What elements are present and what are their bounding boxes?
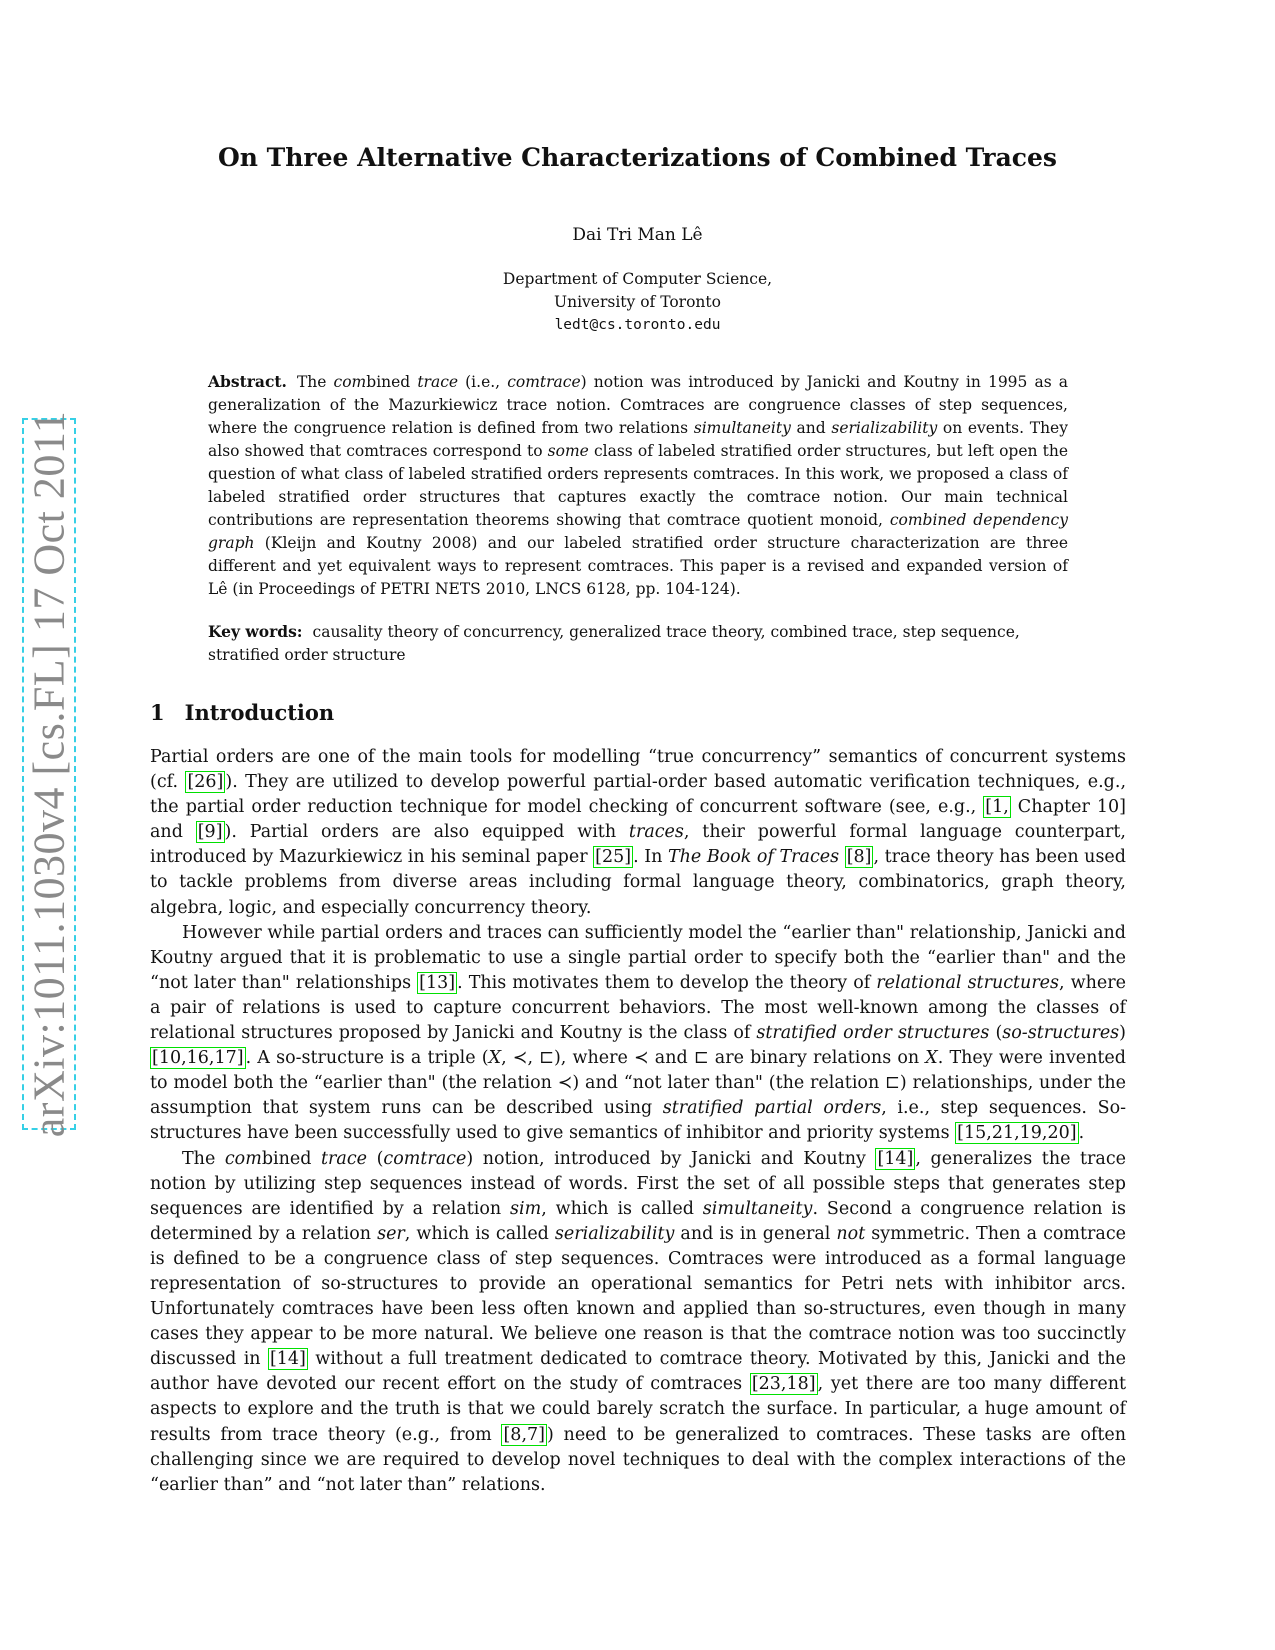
math: sim: [510, 1198, 542, 1219]
citation-link[interactable]: [15,21,19,20]: [957, 1123, 1077, 1144]
emph: comtrace: [383, 1148, 467, 1169]
author-email: ledt@cs.toronto.edu: [554, 317, 721, 333]
abstract: [208, 370, 1068, 601]
citation-link[interactable]: [14]: [269, 1349, 306, 1370]
abstract-text: and: [790, 419, 832, 437]
emph: trace: [321, 1148, 368, 1169]
text: , yet there are too many different aspects to explore and the truth is that we could barely scratch the surface. In particular, a huge amount of results from trace theory (e.g., from: [150, 1374, 1126, 1445]
department: Department of Computer Science,: [502, 270, 773, 288]
text: symmetric. Then a comtrace is defined to be a congruence class of step sequences. Comtraces were introduced as a formal language representation of so-structures to provide an operational semantics for Petri nets with inhibitor arcs. Unfortunately comtraces have been less often known and applied than so-structures, even though in many cases they appear to be more natural. We believe one reason is that the comtrace notion was too succinctly discussed in: [150, 1223, 1126, 1370]
text: ). They are utilized to develop powerful partial-order based automatic verification techniques, e.g., the partial order reduction technique for model checking of concurrent software (see, e.g.,: [150, 772, 1127, 818]
emph: not: [836, 1223, 866, 1244]
arxiv-id: arXiv:1011.1030v4 [cs.FL] 17 Oct 2011: [24, 410, 74, 1138]
emph: serializability: [554, 1223, 675, 1244]
citation-link[interactable]: [13]: [419, 972, 456, 993]
abstract-emph: simultaneity: [693, 419, 791, 437]
text: ): [1119, 1023, 1126, 1044]
abstract-text: (i.e.,: [458, 373, 508, 391]
text: .: [1078, 1123, 1085, 1144]
abstract-emph: serializability: [831, 419, 938, 437]
text: , ≺, ⊏), where ≺ and ⊏ are binary relations on: [501, 1048, 926, 1069]
citation-link[interactable]: [23,18]: [751, 1374, 816, 1395]
section-number: 1: [150, 700, 165, 725]
intro-body: [150, 745, 1126, 1498]
section-title: Introduction: [184, 700, 335, 725]
emph: so-structures: [1002, 1023, 1120, 1044]
abstract-text: bined: [366, 373, 418, 391]
text: . A so-structure is a triple (: [245, 1048, 489, 1069]
emph: traces: [628, 822, 684, 843]
text: and is in general: [674, 1223, 837, 1244]
math: X: [488, 1048, 502, 1069]
citation-link[interactable]: [14]: [877, 1148, 914, 1169]
paragraph: [150, 1147, 1126, 1498]
math: X: [925, 1048, 938, 1069]
text: ). Partial orders are also equipped with: [224, 822, 629, 843]
abstract-emph: some: [547, 442, 589, 460]
text: without a full treatment dedicated to comtrace theory. Motivated by this, Janicki and the author have devoted our recent effort on the study of comtraces: [150, 1349, 1127, 1395]
text: . In: [633, 847, 668, 868]
text: , where a pair of relations is used to capture concurrent behaviors. The most well-known among the classes of relational structures proposed by Janicki and Koutny is the class of: [150, 972, 1126, 1044]
citation-link[interactable]: [10,16,17]: [152, 1048, 244, 1069]
emph: stratified order structures: [756, 1023, 990, 1044]
university: University of Toronto: [554, 293, 721, 311]
citation-link[interactable]: [9]: [197, 822, 223, 843]
abstract-text: The: [296, 373, 334, 391]
abstract-text: ) notion was introduced by Janicki and Koutny in 1995 as a generalization of the Mazurkiewicz trace notion. Comtraces are congruence classes of step sequences, where the congruence relation is defined from two relations: [208, 373, 1069, 437]
text: , which is called: [541, 1198, 703, 1219]
keywords-text: causality theory of concurrency, generalized trace theory, combined trace, step sequence, stratified order structure: [208, 623, 1020, 664]
keywords: [208, 620, 1068, 667]
emph: stratified partial orders: [662, 1098, 882, 1119]
abstract-emph: com: [333, 373, 367, 391]
emph: The Book of Traces: [667, 847, 840, 868]
citation-link[interactable]: [8]: [846, 847, 872, 868]
emph: com: [224, 1148, 262, 1169]
text: . They were invented to model both the “earlier than" (the relation ≺) and “not later than" (the relation ⊏) relationships, under the assumption that system runs can be described using: [150, 1048, 1126, 1119]
section-heading: [150, 700, 334, 725]
author-name: Dai Tri Man Lê: [572, 225, 703, 245]
text: However while partial orders and traces can sufficiently model the “earlier than" relationship, Janicki and Koutny argued that it is problematic to use a single partial order to specify both the “earlier than" and the “not later than" relationships: [150, 922, 1126, 993]
citation-link[interactable]: [8,7]: [503, 1424, 545, 1445]
abstract-text: (Kleijn and Koutny 2008) and our labeled stratified order structure characterization are three different and yet equivalent ways to represent comtraces. This paper is a revised and expanded version of Lê (in Proceedings of PETRI NETS 2010, LNCS 6128, pp. 104-124).: [208, 534, 1068, 598]
text: [839, 847, 845, 867]
keywords-label: Key words:: [208, 622, 303, 641]
citation-link[interactable]: [1,: [985, 797, 1009, 818]
paragraph: [150, 745, 1126, 921]
text: bined: [261, 1148, 322, 1169]
abstract-text: class of labeled stratified order structures, but left open the question of what class of labeled stratified orders represents comtraces. In this work, we proposed a class of labeled stratified order structures that captures exactly the comtrace notion. Our main technical contributions are representation theorems showing that comtrace quotient monoid,: [208, 442, 1069, 529]
emph: simultaneity: [702, 1198, 813, 1219]
text: ) notion, introduced by Janicki and Koutny: [466, 1148, 876, 1169]
text: (: [367, 1148, 384, 1169]
math: ser: [377, 1223, 405, 1244]
citation-link[interactable]: [25]: [595, 847, 632, 868]
abstract-emph: trace: [417, 373, 459, 391]
abstract-label: Abstract.: [208, 372, 287, 391]
arxiv-stamp: [22, 410, 76, 1138]
text: The: [182, 1148, 225, 1169]
text: , generalizes the trace notion by utilizing step sequences instead of words. First the set of all possible steps that generates step sequences are identified by a relation: [150, 1148, 1127, 1219]
text: , their powerful formal language counterpart, introduced by Mazurkiewicz in his seminal paper: [150, 822, 1126, 868]
text: ) need to be generalized to comtraces. These tasks are often challenging since we are required to develop novel techniques to deal with the complex interactions of the “earlier than” and “not later than” relations.: [150, 1424, 1126, 1495]
paragraph: [150, 921, 1126, 1147]
text: (: [989, 1023, 1003, 1044]
paper-title: On Three Alternative Characterizations of Combined Traces: [217, 143, 1057, 172]
text: , trace theory has been used to tackle problems from diverse areas including formal language theory, combinatorics, graph theory, algebra, logic, and especially concurrency theory.: [150, 847, 1126, 918]
citation-link[interactable]: [26]: [187, 772, 224, 793]
text: . This motivates them to develop the theory of: [457, 972, 877, 993]
abstract-text: on events. They also showed that comtraces correspond to: [208, 419, 1068, 460]
emph: relational structures: [876, 972, 1060, 993]
text: . Second a congruence relation is determined by a relation: [150, 1198, 1126, 1244]
text: Chapter 10] and: [150, 797, 1126, 843]
abstract-emph: comtrace: [507, 373, 581, 391]
text: , i.e., step sequences. So-structures have been successfully used to give semantics of inhibitor and priority systems: [150, 1098, 1127, 1144]
text: , which is called: [404, 1223, 555, 1244]
affiliation: [0, 268, 1275, 337]
text: Partial orders are one of the main tools for modelling “true concurrency” semantics of concurrent systems (cf.: [150, 747, 1126, 793]
abstract-emph: combined dependency graph: [208, 511, 1068, 552]
